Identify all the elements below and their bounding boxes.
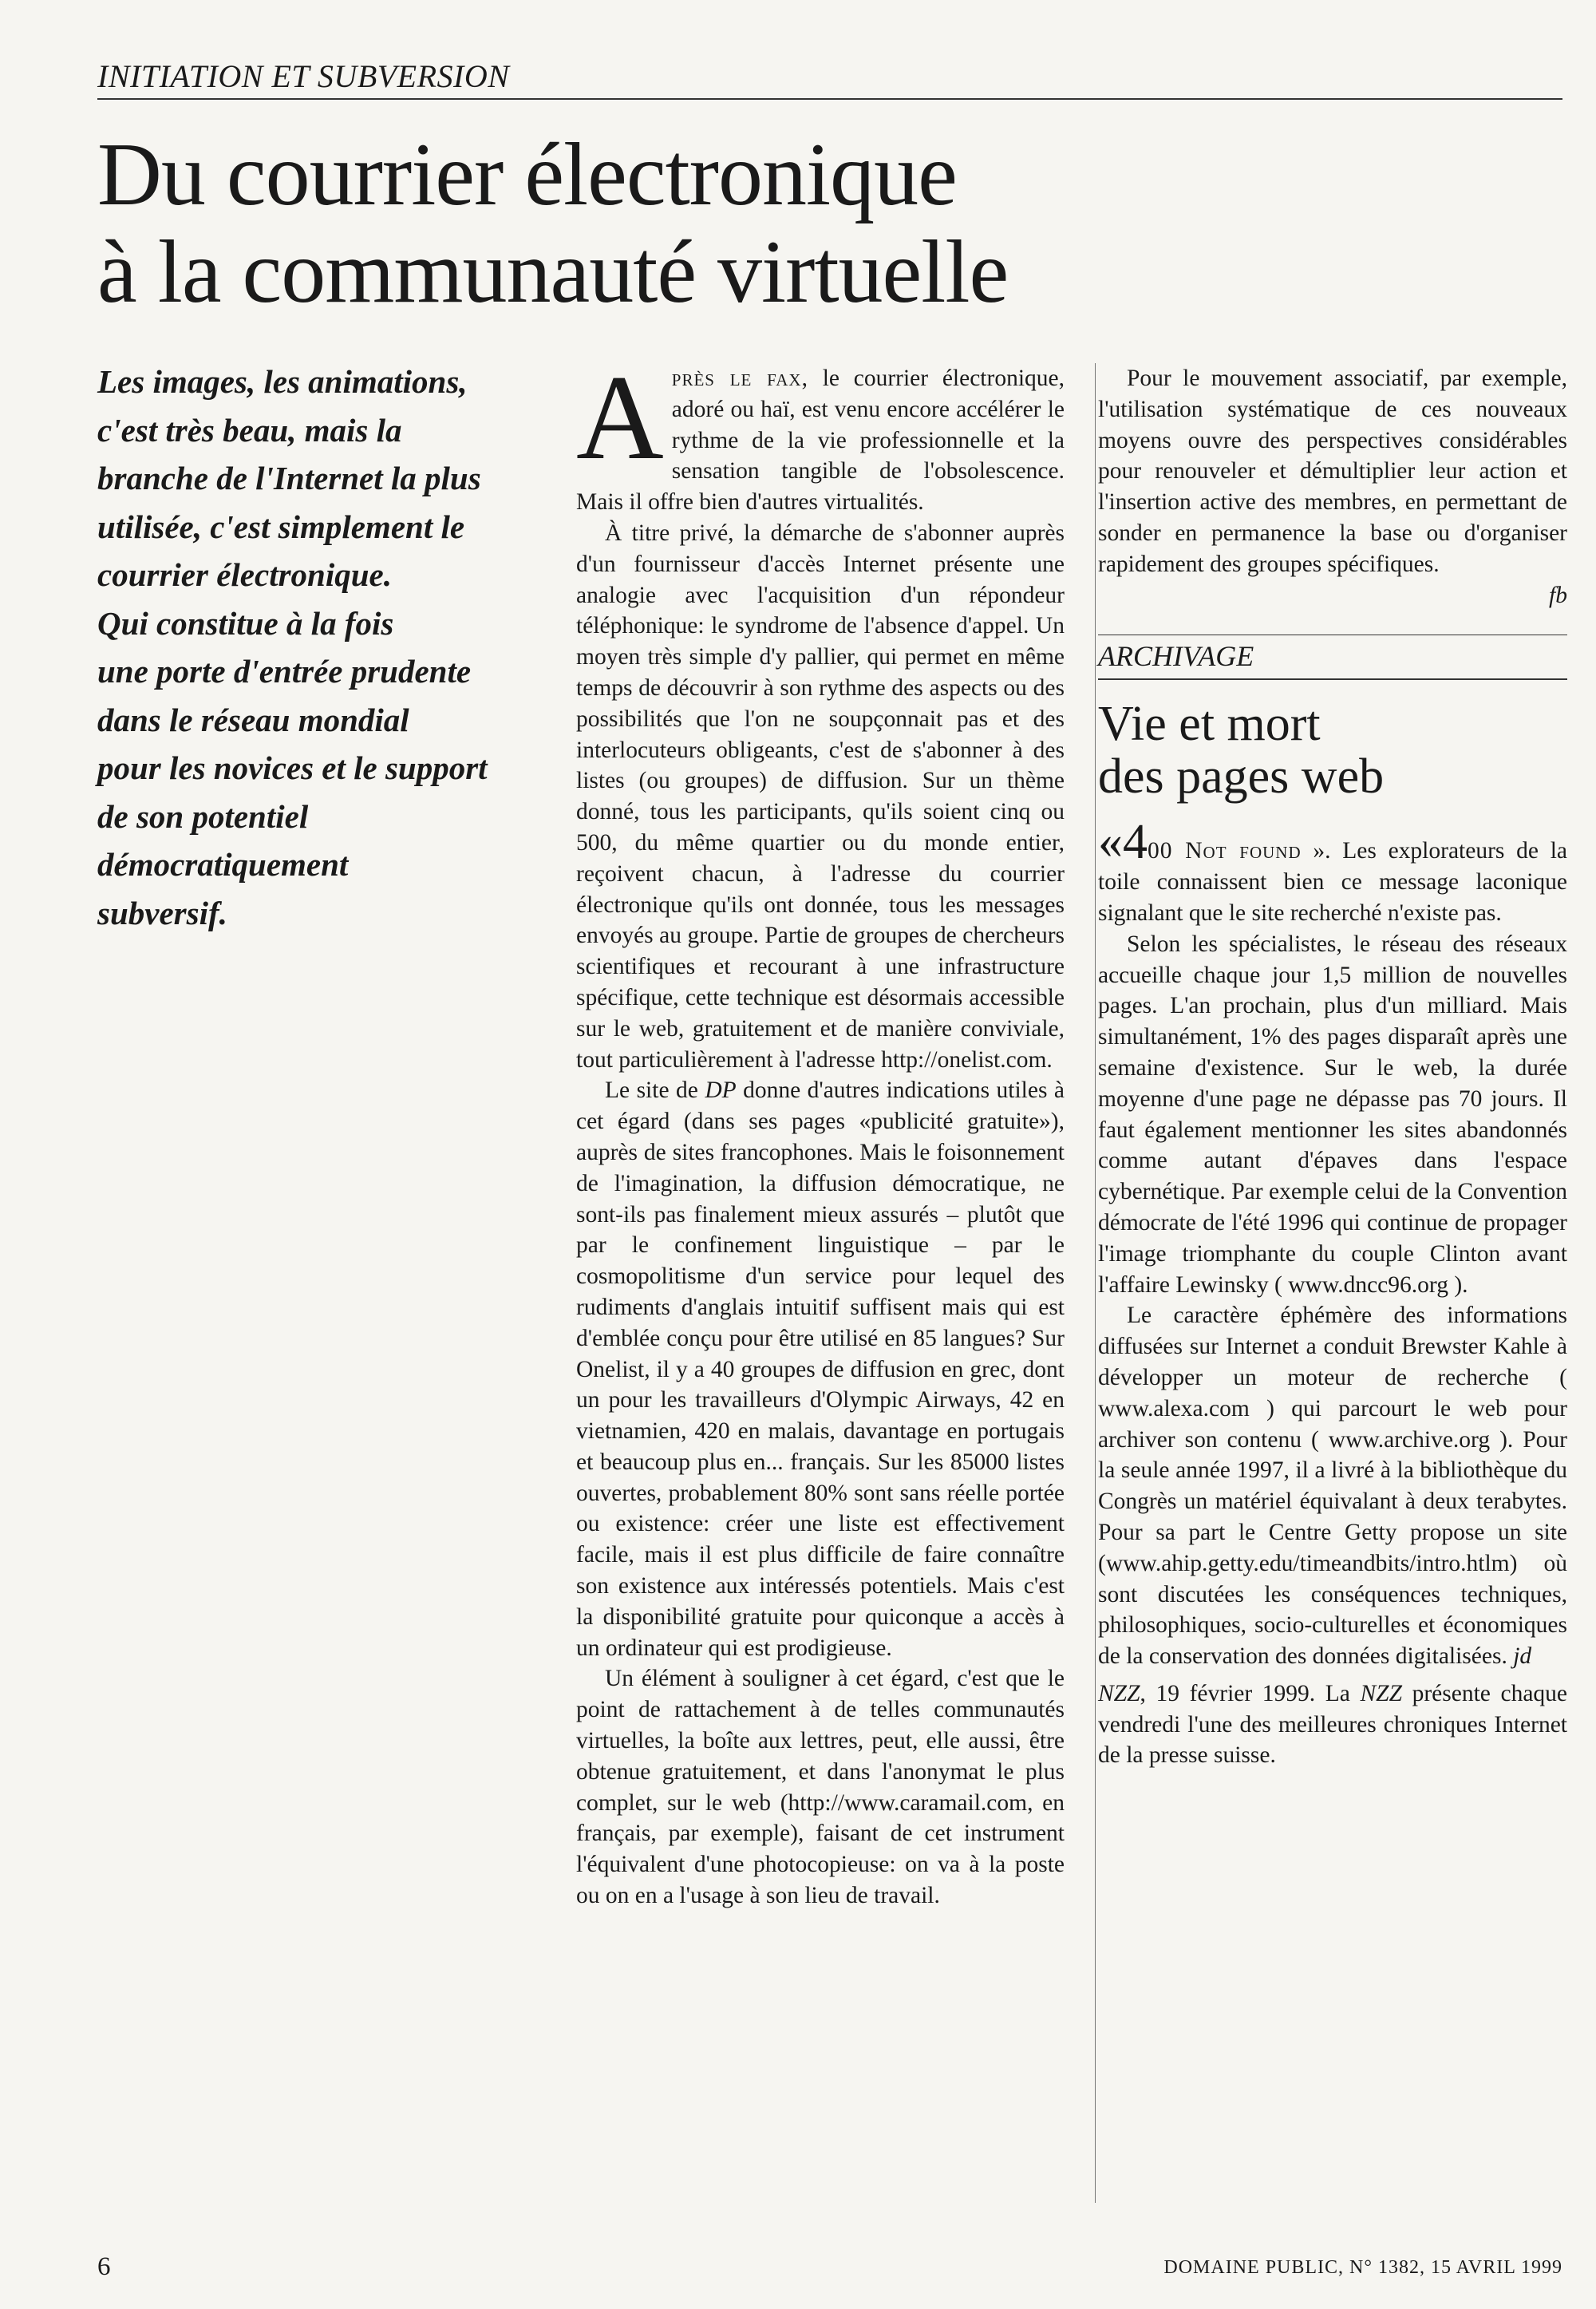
drop-cap: A: [576, 350, 664, 484]
lead-line: Les images, les animations,: [97, 363, 468, 400]
sidebar-headline: Vie et mort des pages web: [1098, 697, 1385, 805]
author-signature: jd: [1513, 1643, 1532, 1670]
lead-line: pour les novices et le support: [97, 749, 488, 786]
article-paragraph: Après le fax, le courrier électronique, adoré ou haï, est venu encore accélérer le rythme de la vie professionnelle et la sensation tangible de l'obsolescence. Mais il offre bien d'autres virtualités.: [576, 350, 1065, 516]
article-paragraph: Le site de DP donne d'autres indications utiles à cet égard (dans ses pages «publicité gratuite»), auprès de sites francophones. Mais le foisonnement de l'imagination, la diffusion démocratique, ne sont-ils pas finalement mieux assurés – plutôt que par le confinement linguistique – par le cosmopolitisme d'un service pour lequel des rudiments d'anglais intuitif suffisent mais qui est d'emblée conçu pour être utilisé en 85 langues? Sur Onelist, il y a 40 groupes de diffusion en grec, dont un pour les travailleurs d'Olympic Airways, 42 en vietnamien, 420 en malais, davantage en portugais et beaucoup plus en... français. Sur les 85000 listes ouvertes, probablement 80% sont sans réelle portée ou existence: créer une liste est effectivement facile, mais il est plus difficile de faire connaître son existence aux intéressés potentiels. Mais c'est la disponibilité gratuite pour quiconque a accès à un ordinateur qui est prodigieuse.: [576, 1077, 1065, 1661]
lead-line: de son potentiel: [97, 797, 309, 835]
lead-line: une porte d'entrée prudente: [97, 653, 472, 690]
lead-line: c'est très beau, mais la: [97, 411, 402, 449]
article-column-2: [1095, 363, 1567, 2203]
sidebar-paragraph: Le caractère éphémère des informations diffusées sur Internet a conduit Brewster Kahle à développer un moteur de recherche ( www.alexa.com ) qui parcourt le web pour archiver son contenu ( www.archive.org ). Pour la seule année 1997, il a livré à la bibliothèque du Congrès un matériel équivalant à deux terabytes. Pour sa part le Centre Getty propose un site (www.ahip.getty.edu/timeandbits/intro.htlm) où sont discutées les conséquences techniques, philosophiques, socio-culturelles et économiques de la conservation des données digitalisées. jd: [1098, 1303, 1567, 1670]
lead-paragraph: [97, 358, 576, 937]
author-signature: fb: [1549, 582, 1567, 608]
article-paragraph: À titre privé, la démarche de s'abonner auprès d'un fournisseur d'accès Internet présente une analogie avec l'acquisition d'un répondeur téléphonique: le syndrome de l'absence d'appel. Un moyen très simple d'y pallier, qui permet en même temps de découvrir à son rythme des aspects ou des possibilités que l'on ne soupçonnait pas et des interlocuteurs obligeants, c'est de s'abonner à des listes (ou groupes) de diffusion. Sur un thème donné, tous les participants, qu'ils soient cinq ou 500, du même quartier ou du monde entier, reçoivent chacun, à l'adresse du courrier électronique qu'ils ont donnée, tous les messages envoyés au groupe. Partie de groupes de chercheurs scientifiques et recourant à une infrastructure spécifique, cette technique est désormais accessible sur le web, gratuitement et de manière conviviale, tout particulièrement à l'adresse http://onelist.com.: [576, 520, 1065, 1073]
lead-line: dans le réseau mondial: [97, 701, 409, 738]
opening-small-caps: près le fax,: [671, 366, 808, 391]
drop-cap: 4: [1123, 815, 1148, 870]
lead-line: Qui constitue à la fois: [97, 604, 394, 642]
lead-line: démocratiquement: [97, 846, 349, 883]
headline-line-1: Du courrier électronique: [97, 125, 957, 224]
lead-line: subversif.: [97, 894, 227, 931]
publication-footer: DOMAINE PUBLIC, N° 1382, 15 AVRIL 1999: [1163, 2257, 1562, 2278]
sidebar-paragraph: «400 Not found ». Les explorateurs de la toile connaissent bien ce message laconique signalant que le site recherché n'existe pas.: [1098, 815, 1568, 926]
open-quote: «: [1098, 815, 1123, 870]
article-headline: [97, 126, 1454, 321]
lead-line: branche de l'Internet la plus: [97, 460, 481, 496]
lead-line: utilisée, c'est simplement le: [97, 508, 465, 545]
sidebar-source: NZZ, 19 février 1999. La NZZ présente chaque vendredi l'une des meilleures chroniques Internet de la presse suisse.: [1098, 1680, 1568, 1769]
article-paragraph: Un élément à souligner à cet égard, c'est que le point de rattachement à de telles communautés virtuelles, la boîte aux lettres, peut, elle aussi, être obtenue gratuitement, et dans l'anonymat le plus complet, sur le web (http://www.caramail.com, en français, par exemple), faisant de cet instrument l'équivalent d'une photocopieuse: on va à la poste ou on en a l'usage à son lieu de travail.: [576, 1666, 1065, 1909]
article-paragraph: Pour le mouvement associatif, par exemple, l'utilisation systématique de ces nouveaux moyens ouvre des perspectives considérables pour renouveler et démultiplier leur action et l'insertion active des membres, en permettant de sonder en permanence la base ou d'organiser rapidement des groupes spécifiques. fb: [1098, 363, 1567, 611]
sidebar-rubric: ARCHIVAGE: [1098, 635, 1567, 680]
opening-small-caps: 00 Not found: [1148, 838, 1302, 864]
page-number: 6: [97, 2252, 111, 2281]
publication-name: DP: [705, 1077, 737, 1104]
headline-line-2: à la communauté virtuelle: [97, 223, 1009, 322]
lead-line: courrier électronique.: [97, 556, 392, 593]
article-column-1: [576, 350, 1065, 1912]
section-rubric: INITIATION ET SUBVERSION: [97, 57, 1562, 100]
sidebar-paragraph: Selon les spécialistes, le réseau des réseaux accueille chaque jour 1,5 million de nouvelles pages. L'an prochain, plus d'un milliard. Mais simultanément, 1% des pages disparaît après une semaine d'existence. Sur le web, la durée moyenne d'une page ne dépasse pas 70 jours. Il faut également mentionner les sites abandonnés comme autant d'épaves dans l'espace cybernétique. Par exemple celui de la Convention démocrate de l'été 1996 qui continue de propager l'image triomphante du couple Clinton avant l'affaire Lewinsky ( www.dncc96.org ).: [1098, 931, 1567, 1298]
